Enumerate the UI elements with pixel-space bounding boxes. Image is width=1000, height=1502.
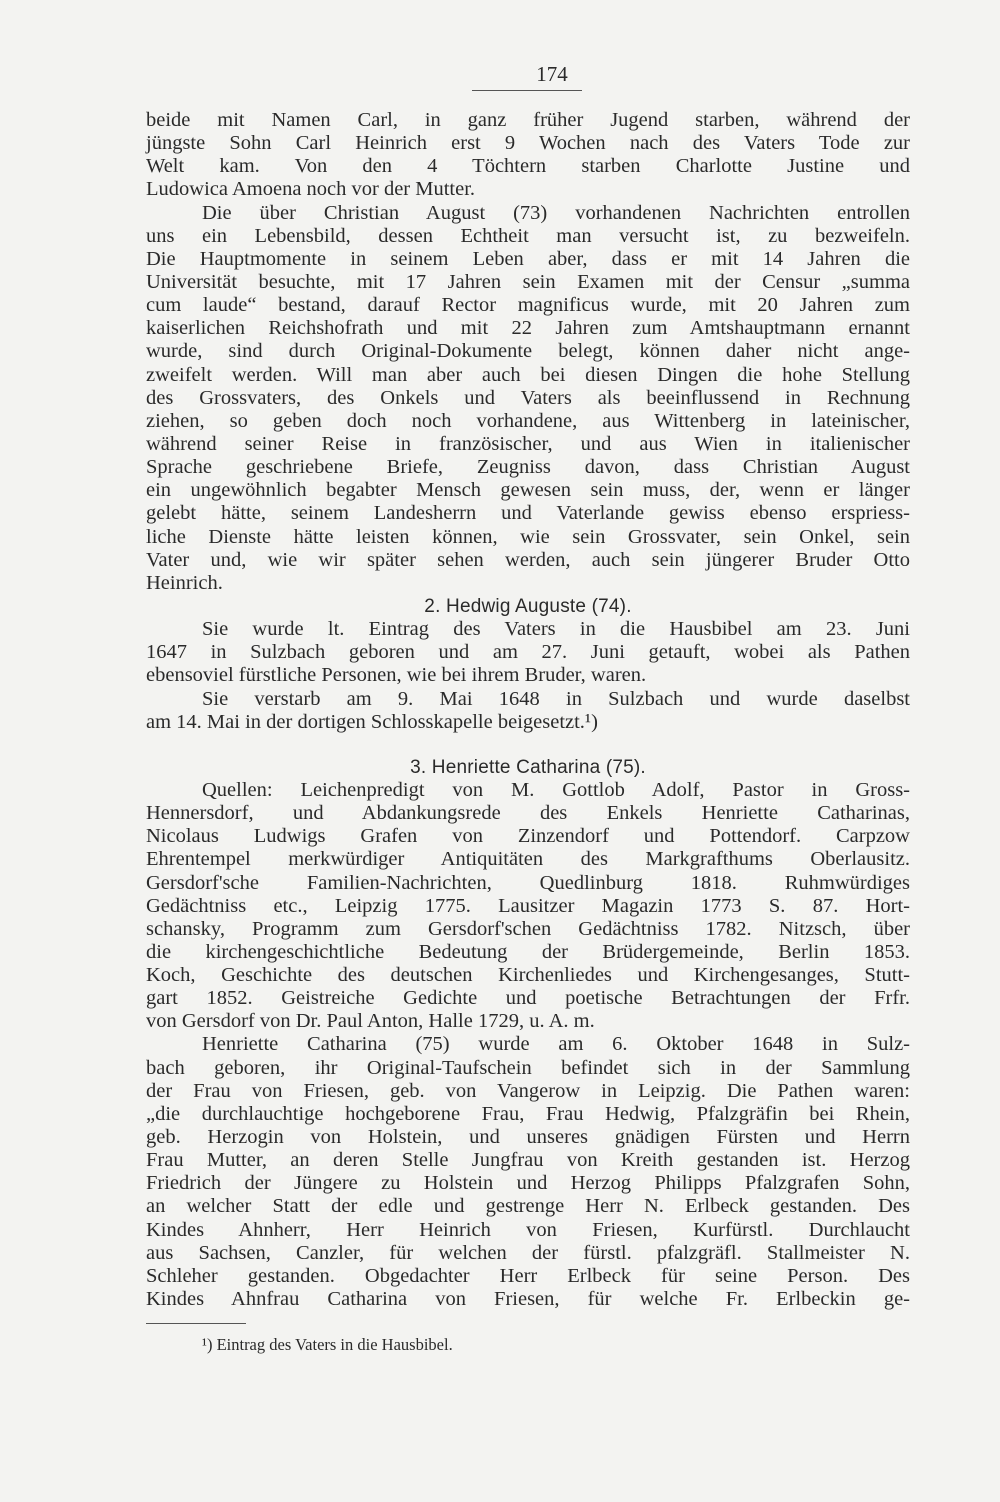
text-line: Welt kam. Von den 4 Töchtern starben Charlotte Justine und [146,155,910,178]
text-line: kaiserlichen Reichshofrath und mit 22 Jahren zum Amtshauptmann ernannt [146,317,910,340]
text-line: gart 1852. Geistreiche Gedichte und poetische Betrachtungen der Frfr. [146,987,910,1010]
text-line: während seiner Reise in französischer, und aus Wien in italienischer [146,432,910,455]
text-line: Kindes Ahnherr, Herr Heinrich von Friesen, Kurfürstl. Durchlaucht [146,1218,910,1241]
text-line: Kindes Ahnfrau Catharina von Friesen, für welche Fr. Erlbeckin ge- [146,1288,910,1311]
text-line: Ehrentempel merkwürdiger Antiquitäten des Markgrafthums Oberlausitz. [146,848,910,871]
text-line: die kirchengeschichtliche Bedeutung der Brüdergemeinde, Berlin 1853. [146,940,910,963]
text-line: Gedächtniss etc., Leipzig 1775. Lausitzer Magazin 1773 S. 87. Hort- [146,894,910,917]
text-line: Koch, Geschichte des deutschen Kirchenliedes und Kirchengesanges, Stutt- [146,964,910,987]
text-line: jüngste Sohn Carl Heinrich erst 9 Wochen nach des Vaters Tode zur [146,132,910,155]
page-number-rule [472,90,582,91]
text-line: Universität besuchte, mit 17 Jahren sein Examen mit der Censur „summa [146,270,910,293]
text-line: Die Hauptmomente in seinem Leben aber, dass er mit 14 Jahren die [146,247,910,270]
page-number: 174 [536,62,568,86]
text-line: am 14. Mai in der dortigen Schlosskapelle beigesetzt.¹) [146,710,598,733]
text-line: liche Dienste hätte leisten können, wie sein Grossvater, sein Onkel, sein [146,525,910,548]
text-line: ebensoviel fürstliche Personen, wie bei ihrem Bruder, waren. [146,664,647,687]
document-page [146,60,910,1356]
text-line: Sie verstarb am 9. Mai 1648 in Sulzbach und wurde daselbst [202,687,910,710]
footnote: ¹) Eintrag des Vaters in die Hausbibel. [202,1335,453,1355]
text-line: beide mit Namen Carl, in ganz früher Jugend starben, während der [146,109,910,131]
body-text [146,109,910,1311]
section-heading: 2. Hedwig Auguste (74). [424,595,632,617]
text-line: geb. Herzogin von Holstein, und unseres gnädigen Fürsten und Herrn [146,1126,910,1149]
text-line: zweifelt werden. Will man aber auch bei diesen Dingen die hohe Stellung [146,363,910,386]
text-line: uns ein Lebensbild, dessen Echtheit man versucht ist, zu bezweifeln. [146,224,910,247]
text-line: der Frau von Friesen, geb. von Vangerow in Leipzig. Die Pathen waren: [146,1079,910,1102]
text-line: Schleher gestanden. Obgedachter Herr Erlbeck für seine Person. Des [146,1264,910,1287]
text-line: schansky, Programm zum Gersdorf'schen Gedächtniss 1782. Nitzsch, über [146,917,910,940]
text-line: cum laude“ bestand, darauf Rector magnificus wurde, mit 20 Jahren zum [146,294,910,317]
text-line: Sprache geschriebene Briefe, Zeugniss davon, dass Christian August [146,456,910,479]
text-line: Nicolaus Ludwigs Grafen von Zinzendorf und Pottendorf. Carpzow [146,825,910,848]
text-line: Heinrich. [146,571,223,594]
text-line: Quellen: Leichenpredigt von M. Gottlob Adolf, Pastor in Gross- [202,778,910,801]
section-heading: 3. Henriette Catharina (75). [410,756,646,778]
text-line: Hennersdorf, und Abdankungsrede des Enkels Henriette Catharinas, [146,802,910,825]
text-line: des Grossvaters, des Onkels und Vaters als beeinflussend in Rechnung [146,386,910,409]
text-line: Vater und, wie wir später sehen werden, auch sein jüngerer Bruder Otto [146,548,910,571]
text-line: „die durchlauchtige hochgeborene Frau, Frau Hedwig, Pfalzgräfin bei Rhein, [146,1102,910,1125]
text-line: ziehen, so geben doch noch vorhandene, aus Wittenberg in lateinischer, [146,409,910,432]
text-line: Friedrich der Jüngere zu Holstein und Herzog Philipps Pfalzgrafen Sohn, [146,1172,910,1195]
text-line: Die über Christian August (73) vorhandenen Nachrichten entrollen [202,201,910,224]
footnote-rule [146,1323,246,1324]
text-line: Frau Mutter, an deren Stelle Jungfrau von Kreith gestanden ist. Herzog [146,1149,910,1172]
text-line [146,734,910,756]
text-line: 1647 in Sulzbach geboren und am 27. Juni getauft, wobei als Pathen [146,641,910,664]
text-line: wurde, sind durch Original-Dokumente belegt, können daher nicht ange- [146,340,910,363]
text-line: an welcher Statt der edle und gestrenge Herr N. Erlbeck gestanden. Des [146,1195,910,1218]
text-line: Ludowica Amoena noch vor der Mutter. [146,178,476,201]
text-line: Sie wurde lt. Eintrag des Vaters in die Hausbibel am 23. Juni [202,618,910,641]
text-line: Gersdorf'sche Familien-Nachrichten, Quedlinburg 1818. Ruhmwürdiges [146,871,910,894]
text-line: Henriette Catharina (75) wurde am 6. Oktober 1648 in Sulz- [202,1033,910,1056]
text-line: ein ungewöhnlich begabter Mensch gewesen sein muss, der, wenn er länger [146,479,910,502]
text-line: gelebt hätte, seinem Landesherrn und Vaterlande gewiss ebenso erspriess- [146,502,910,525]
text-line: aus Sachsen, Canzler, für welchen der fürstl. pfalzgräfl. Stallmeister N. [146,1241,910,1264]
text-line: von Gersdorf von Dr. Paul Anton, Halle 1729, u. A. m. [146,1010,595,1033]
text-line: bach geboren, ihr Original-Taufschein befindet sich in der Sammlung [146,1056,910,1079]
